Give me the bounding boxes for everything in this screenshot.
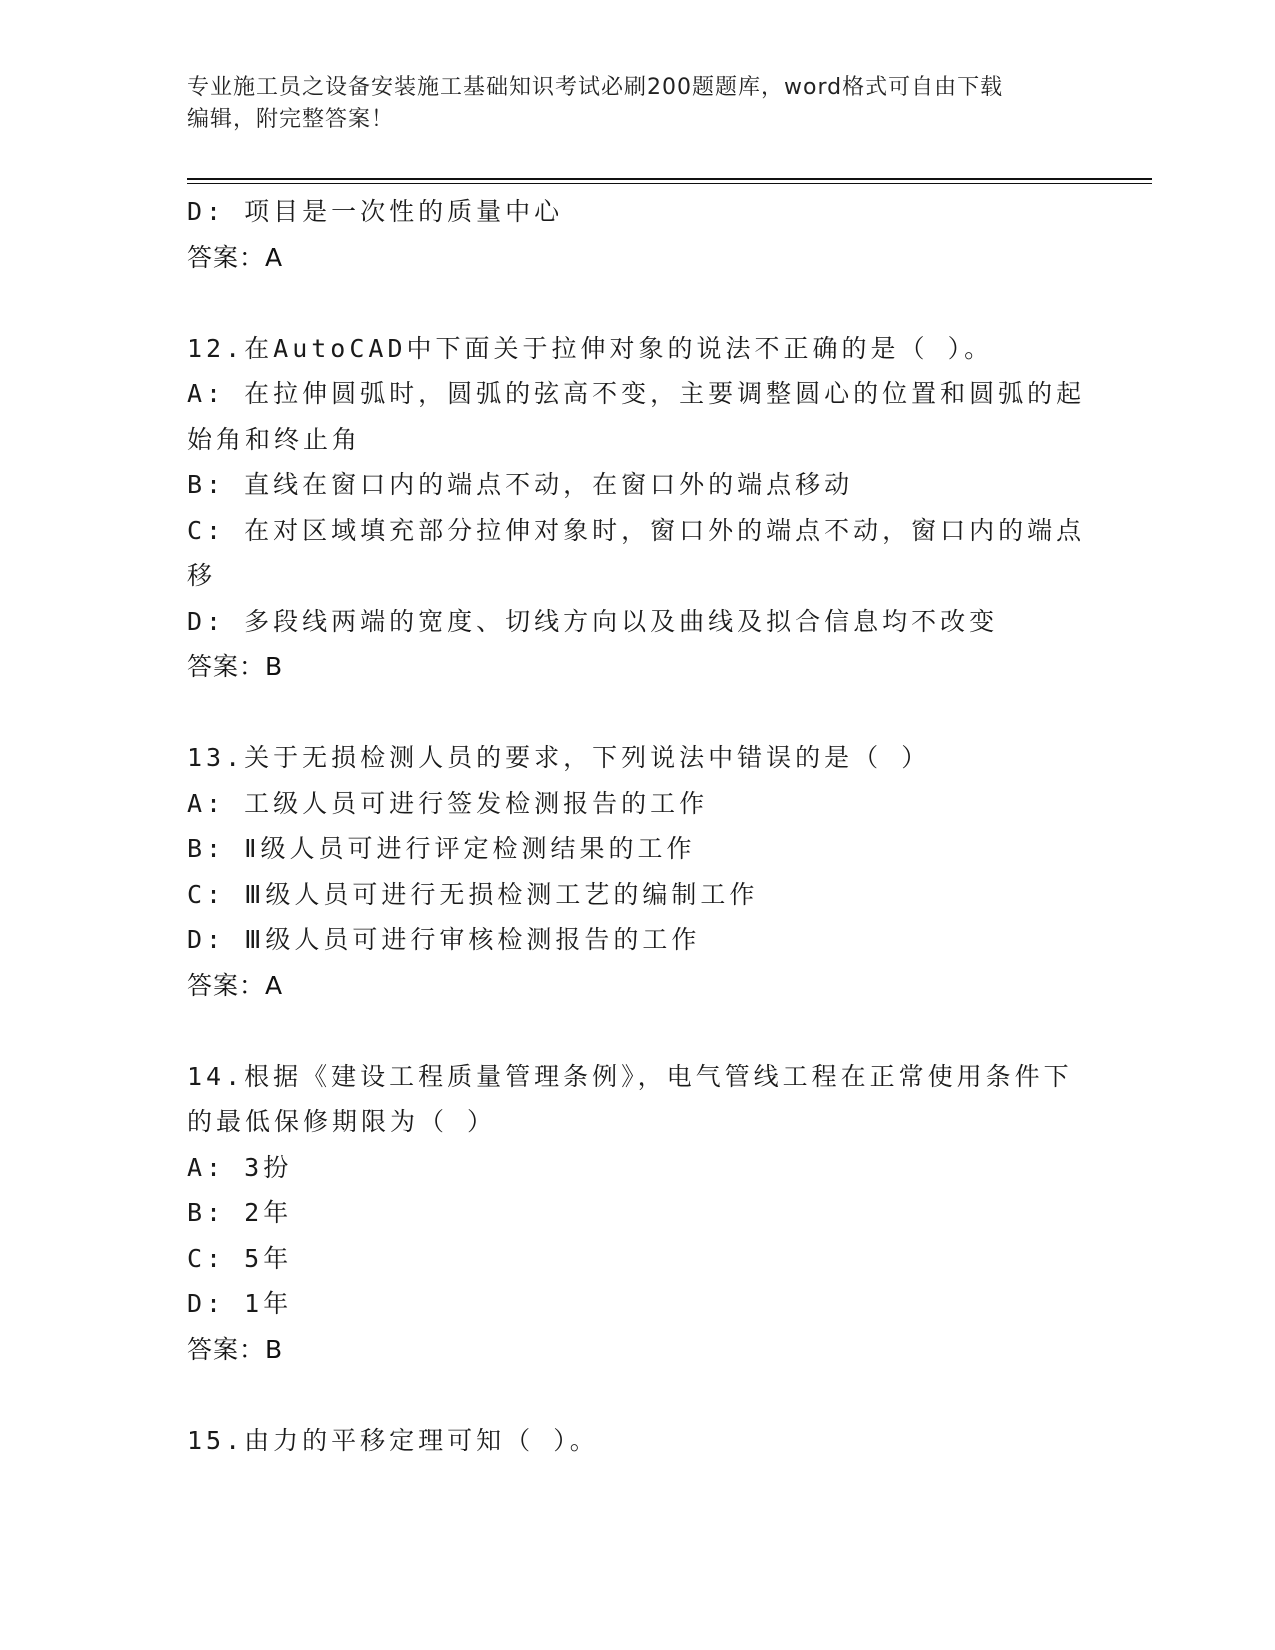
answer-line: 答案：B xyxy=(187,1334,284,1364)
question-13 xyxy=(187,735,1087,1008)
answer-line: 答案：A xyxy=(187,970,284,1000)
question-stem-continued: 的最低保修期限为（ ） xyxy=(187,1107,497,1136)
answer-line: 答案：B xyxy=(187,652,284,681)
option-line: B: Ⅱ级人员可进行评定检测结果的工作 xyxy=(187,834,696,863)
option-line: D: 多段线两端的宽度、切线方向以及曲线及拟合信息均不改变 xyxy=(187,606,999,636)
question-12 xyxy=(187,326,1087,690)
option-line: B: 直线在窗口内的端点不动，在窗口外的端点移动 xyxy=(187,470,854,499)
header-line-2: 编辑，附完整答案！ xyxy=(187,107,395,132)
answer-line: 答案：A xyxy=(187,242,284,272)
question-11-tail xyxy=(187,189,1087,280)
header-divider-thin xyxy=(187,183,1152,184)
option-line: C: Ⅲ级人员可进行无损检测工艺的编制工作 xyxy=(187,879,759,909)
option-line: 始角和终止角 xyxy=(187,424,362,454)
header-line-1: 专业施工员之设备安装施工基础知识考试必刷200题题库，word格式可自由下载 xyxy=(187,75,1004,100)
question-15 xyxy=(187,1418,1087,1464)
option-line: D: Ⅲ级人员可进行审核检测报告的工作 xyxy=(187,925,701,954)
document-header xyxy=(187,72,1087,136)
option-line: A: 工级人员可进行签发检测报告的工作 xyxy=(187,788,709,818)
question-stem: 13.关于无损检测人员的要求，下列说法中错误的是（ ） xyxy=(187,743,931,772)
question-list xyxy=(187,189,1087,1463)
option-line: A: 在拉伸圆弧时，圆弧的弦高不变，主要调整圆心的位置和圆弧的起 xyxy=(187,379,1086,408)
header-divider-thick xyxy=(187,178,1152,180)
option-line: C: 在对区域填充部分拉伸对象时，窗口外的端点不动，窗口内的端点 xyxy=(187,515,1086,545)
question-14 xyxy=(187,1054,1087,1373)
option-line: D: 项目是一次性的质量中心 xyxy=(187,197,564,226)
option-line: C: 5年 xyxy=(187,1243,293,1273)
question-stem: 15.由力的平移定理可知（ ）。 xyxy=(187,1425,599,1455)
option-line: A: 3扮 xyxy=(187,1152,293,1182)
question-stem: 12.在AutoCAD中下面关于拉伸对象的说法不正确的是（ ）。 xyxy=(187,333,994,363)
option-line: 移 xyxy=(187,561,217,590)
option-line: D: 1年 xyxy=(187,1289,293,1318)
question-stem: 14.根据《建设工程质量管理条例》，电气管线工程在正常使用条件下 xyxy=(187,1061,1073,1091)
option-line: B: 2年 xyxy=(187,1198,293,1227)
